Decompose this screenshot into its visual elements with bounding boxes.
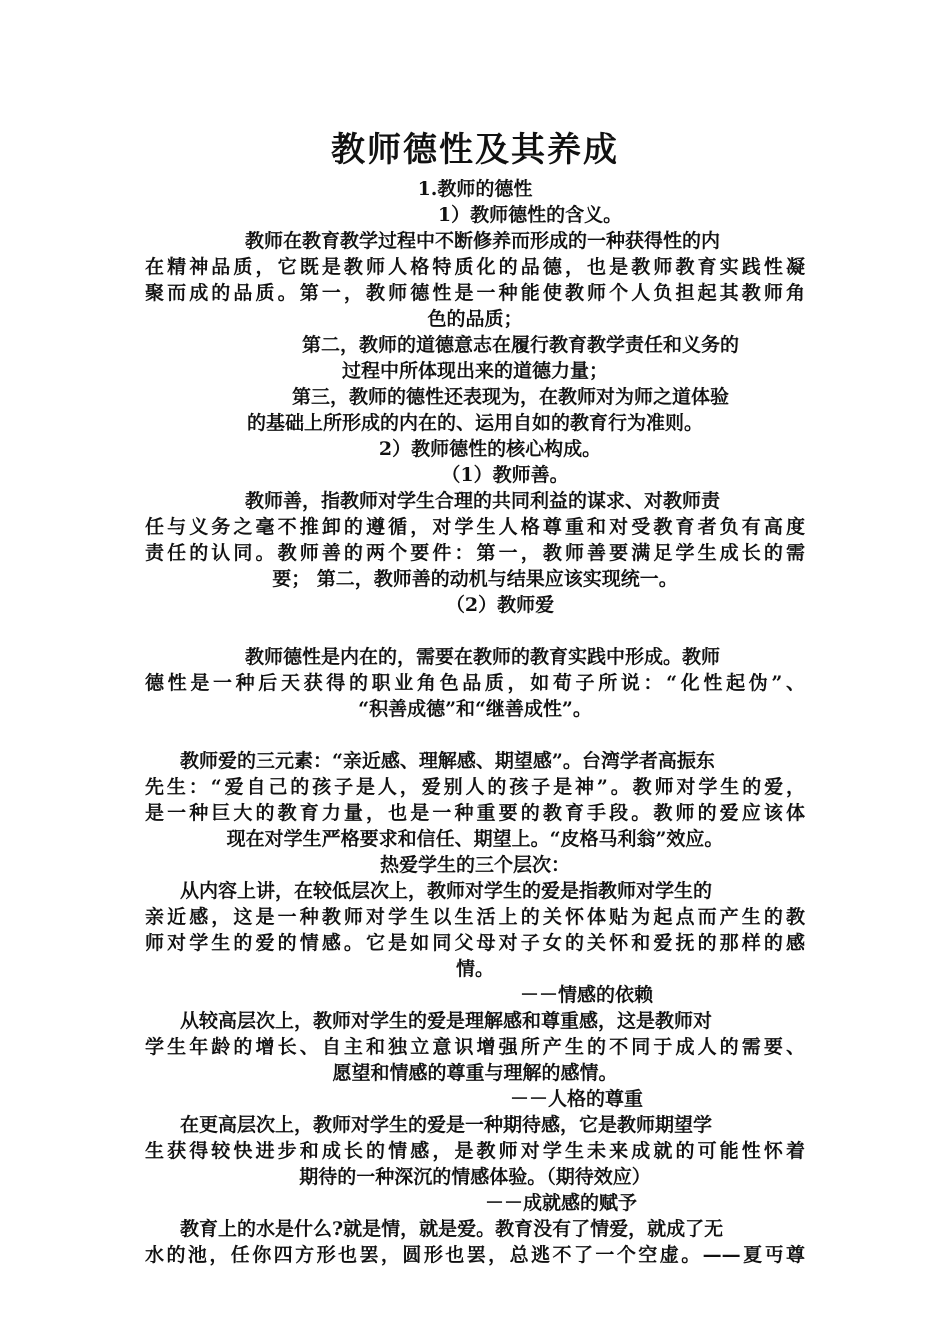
text-line: 责任的认同。教师善的两个要件：第一，教师善要满足学生成长的需 — [145, 542, 805, 564]
text-line: 热爱学生的三个层次： — [379, 854, 570, 876]
text-line: 愿望和情感的尊重与理解的感情。 — [332, 1062, 618, 1084]
text-line: 过程中所体现出来的道德力量； — [341, 360, 608, 382]
text-line: 2）教师德性的核心构成。 — [378, 438, 602, 460]
text-line: 德性是一种后天获得的职业角色品质，如荀子所说：“化性起伪”、 — [145, 672, 805, 694]
text-line: 学生年龄的增长、自主和独立意识增强所产生的不同于成人的需要、 — [145, 1036, 805, 1058]
text-line: 情。 — [455, 958, 494, 980]
page-title: 教师德性及其养成 — [331, 130, 619, 170]
text-line: （1）教师善。 — [441, 464, 569, 486]
text-line: 第二，教师的道德意志在履行教育教学责任和义务的 — [302, 334, 740, 356]
text-line: “积善成德”和“继善成性”。 — [358, 698, 592, 720]
text-line: 1.教师的德性 — [417, 178, 533, 200]
text-line: 师对学生的爱的情感。它是如同父母对子女的关怀和爱抚的那样的感 — [145, 932, 805, 954]
text-line: 教育上的水是什么?就是情，就是爱。教育没有了情爱，就成了无 — [180, 1218, 724, 1240]
text-line: 从较高层次上，教师对学生的爱是理解感和尊重感，这是教师对 — [180, 1010, 713, 1032]
text-line: －－情感的依赖 — [520, 984, 654, 1006]
text-line: 聚而成的品质。第一，教师德性是一种能使教师个人负担起其教师角 — [145, 282, 805, 304]
text-line: 生获得较快进步和成长的情感，是教师对学生未来成就的可能性怀着 — [145, 1140, 805, 1162]
text-line: 任与义务之毫不推卸的遵循，对学生人格尊重和对受教育者负有高度 — [145, 516, 805, 538]
text-line: 亲近感，这是一种教师对学生以生活上的关怀体贴为起点而产生的教 — [145, 906, 805, 928]
text-line: －－人格的尊重 — [510, 1088, 644, 1110]
text-line: 先生：“爱自己的孩子是人，爱别人的孩子是神”。教师对学生的爱， — [145, 776, 805, 798]
text-line: 的基础上所形成的内在的、运用自如的教育行为准则。 — [246, 412, 703, 434]
text-line: 在更高层次上，教师对学生的爱是一种期待感，它是教师期望学 — [180, 1114, 713, 1136]
text-line: 水的池，任你四方形也罢，圆形也罢，总逃不了一个空虚。——夏丏尊 — [145, 1244, 805, 1266]
text-line: 色的品质； — [427, 308, 523, 330]
text-line: （2）教师爱 — [445, 594, 555, 616]
text-line: 现在对学生严格要求和信任、期望上。“皮格马利翁”效应。 — [226, 828, 724, 850]
text-line: 教师德性是内在的，需要在教师的教育实践中形成。教师 — [245, 646, 721, 668]
text-line: 教师在教育教学过程中不断修养而形成的一种获得性的内 — [245, 230, 721, 252]
text-line: 要； 第二，教师善的动机与结果应该实现统一。 — [272, 568, 678, 590]
text-line: 在精神品质，它既是教师人格特质化的品德，也是教师教育实践性凝 — [145, 256, 805, 278]
text-line: 期待的一种深沉的情感体验。（期待效应） — [299, 1166, 651, 1188]
text-line: 第三，教师的德性还表现为，在教师对为师之道体验 — [292, 386, 730, 408]
text-line: 教师爱的三元素：“亲近感、理解感、期望感”。台湾学者高振东 — [180, 750, 715, 772]
text-line: －－成就感的赋予 — [485, 1192, 638, 1214]
text-line: 教师善，指教师对学生合理的共同利益的谋求、对教师责 — [245, 490, 721, 512]
text-line: 是一种巨大的教育力量，也是一种重要的教育手段。教师的爱应该体 — [145, 802, 805, 824]
text-line: 从内容上讲，在较低层次上，教师对学生的爱是指教师对学生的 — [180, 880, 713, 902]
text-line: 1）教师德性的含义。 — [437, 204, 623, 226]
